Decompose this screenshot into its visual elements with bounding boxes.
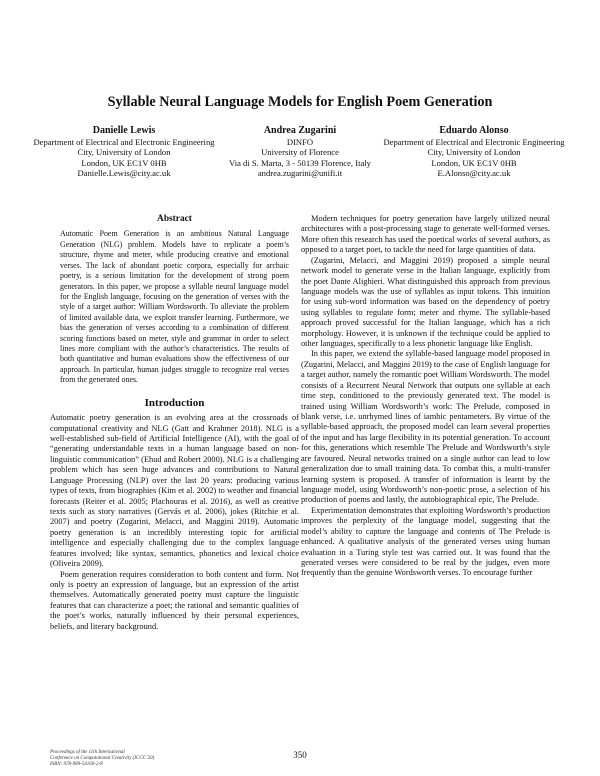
left-column (50, 214, 299, 632)
paper-title: Syllable Neural Language Models for English Poem Generation (107, 94, 493, 110)
abstract-heading: Abstract (157, 214, 192, 224)
author-address: London, UK EC1V 0HB (431, 157, 517, 168)
author-name: Andrea Zugarini (263, 125, 337, 136)
author-email: andrea.zugarini@unifi.it (257, 168, 343, 179)
paragraph: Experimentation demonstrates that exploiting Wordsworth’s production improves the perplexity of the language model, suggesting that the model’s ability to capture the language and contents of The Prelude is enhanced. A qualitative analysis of the generated verses using human evaluation in a Turing style test was carried out. It was found that the generated verses were considered to be real by the judges, even more frequently than the genuine Wordsworth verses. To encourage further (301, 505, 551, 578)
paragraph: Poem generation requires consideration to both content and form. Not only is poetry an expression of language, but an expression of the artist themselves. Automatically generated poetry must capture the linguistic features that can characterize a poet; the rational and semantic qualities of the poet’s works, naturally influenced by their personal experiences, beliefs, and literary background. (50, 569, 299, 631)
page-number: 350 (293, 750, 307, 760)
author-block-3 (358, 125, 590, 179)
author-block-1 (14, 125, 234, 179)
author-affiliation: DINFO (286, 137, 314, 147)
author-address: Via di S. Marta, 3 - 50139 Florence, Italy (229, 157, 371, 168)
author-affiliation: University of Florence (261, 147, 339, 158)
paragraph: In this paper, we extend the syllable-based language model proposed in (Zugarini, Melacci, and Maggini 2019) to the case of English language for a target author, namely the romantic poet William Wordsworth. The model consists of a Recurrent Neural Network that outputs one syllable at each time step, conditioned to the previously generated text. The model is trained using William Wordsworth’s work: The Prelude, composed in blank verse, i.e. unrhymed lines of iambic pentameters. By virtue of the syllable-based approach, the proposed model can learn several properties of the input and has large flexibility in its potential generation. To account for this, generations which resemble The Prelude and Wordsworth’s style are favoured. Neural networks trained on a single author can lead to low generalization due to small training data. To combat this, a multi-transfer learning system is proposed. A transfer of information is learnt by the language model, using Wordsworth’s non-poetic prose, a selection of his production of poems and lastly, the autobiographical epic, The Prelude. (301, 349, 550, 505)
author-affiliation: Department of Electrical and Electronic Engineering (383, 137, 565, 147)
introduction-heading: Introduction (144, 396, 205, 409)
paragraph: Modern techniques for poetry generation have largely utilized neural architectures with a post-processing stage to generate well-formed verses. More often this research has used the poetical works of several authors, as opposed to a target poet, to tackle the need for large quantities of data. (301, 214, 550, 255)
paragraph: (Zugarini, Melacci, and Maggini 2019) proposed a simple neural network model to generate verse in the Italian language, explicitly from the poet Dante Alighieri. What distinguished this approach from previous language models was the use of syllables as input tokens. This intuition for using sub-word information was based on the dependency of poetry using syllables to regulate form; meter and rhyme. The syllable-based approach proved successful for the Italian language, which has a rich morphology. However, it is unknown if the technique could be applied to other languages, specifically to a less phonetic language like English. (301, 255, 550, 349)
author-address: London, UK EC1V 0HB (81, 157, 167, 168)
right-column (301, 214, 550, 579)
abstract-text: Automatic Poem Generation is an ambitious Natural Language Generation (NLG) problem. Models have to replicate a poem’s structure, rhyme and meter, while producing creative and emotional verses. The lack of abundant poetic corpora, especially for archaic poetry, is a serious limitation for the development of strong poem generators. In this paper, we propose a syllable neural language model for the English language, focusing on the generation of verses with the style of a target author: William Wordsworth. To alleviate the problem of limited available data, we exploit transfer learning. Furthermore, we bias the generation of verses according to a combination of different scoring functions based on meter, style and grammar in order to select lines more compliant with the author’s characteristics. The results of both quantitative and human evaluations show the effectiveness of our approach. In particular, human judges struggle to recognize real verses from the generated ones. (60, 229, 289, 385)
author-email: E.Alonso@city.ac.uk (437, 168, 511, 179)
footnote-line: ISBN: 978-989-54160-2-8 (50, 762, 103, 768)
footnote-line: Conference on Computational Creativity (ICCC’20) (50, 756, 155, 762)
introduction-body (50, 413, 299, 632)
paragraph: Automatic poetry generation is an evolving area at the crossroads of computational creativity and NLG (Gatt and Krahmer 2018). NLG is a well-established sub-field of Artificial Intelligence (AI), with the goal of “generating understandable texts in a human language based on non-linguistic communication” (Ehud and Robert 2000). NLG is a challenging problem which has seen huge advances and contributions to Natural Language Processing (NLP) over the last 20 years: producing various types of texts, from biographies (Kim et al. 2002) to weather and financial forecasts (Reiter et al. 2005; Plachouras et al. 2016), as well as creative texts such as story narratives (Gervás et al. 2006), jokes (Ritchie et al. 2007) and poetry (Zugarini, Melacci, and Maggini 2019). Automatic poetry generation is an incredibly interesting topic for artificial intelligence and especially challenging due to the complex language features involved; like syntax, semantics, phonetics and lexical choice (Oliveira 2009). (50, 413, 299, 569)
author-name: Danielle Lewis (92, 125, 156, 136)
footnote-line: Proceedings of the 11th International (50, 750, 125, 755)
author-affiliation: City, University of London (427, 147, 521, 158)
author-email: Danielle.Lewis@city.ac.uk (77, 168, 171, 179)
author-affiliation: Department of Electrical and Electronic Engineering (33, 137, 215, 147)
author-name: Eduardo Alonso (439, 125, 509, 136)
author-affiliation: City, University of London (77, 147, 171, 158)
